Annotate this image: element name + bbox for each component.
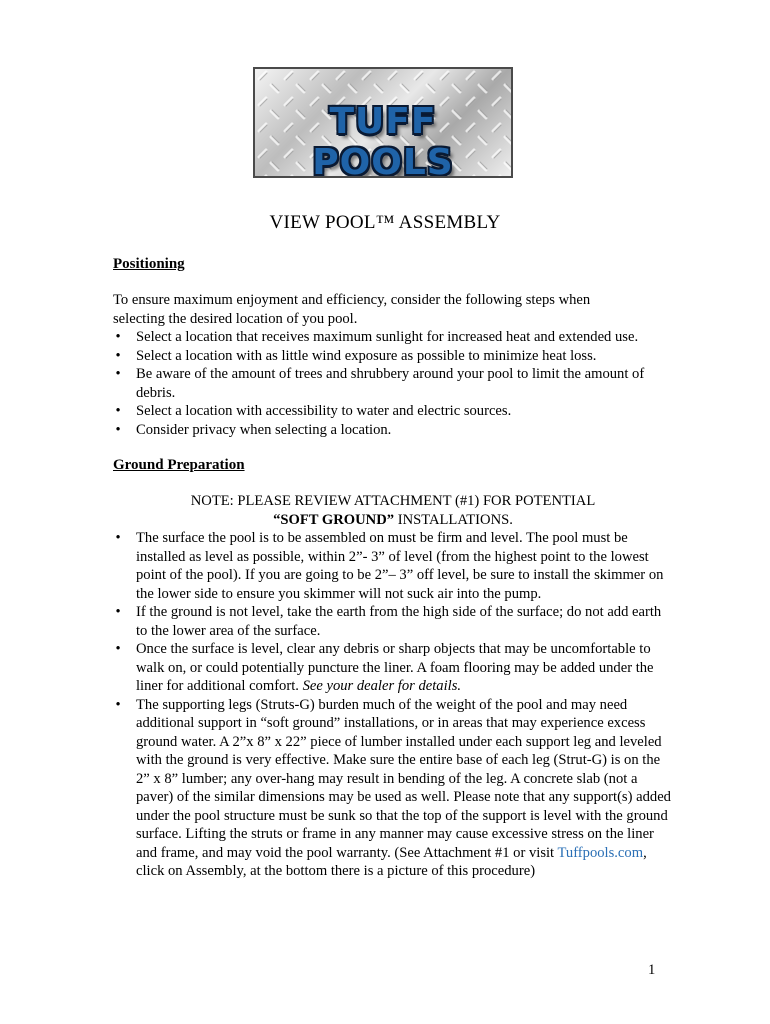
bullet-icon: • xyxy=(115,329,121,345)
bullet-icon: • xyxy=(115,641,121,657)
intro-line: To ensure maximum enjoyment and efficiency, consider the following steps when xyxy=(113,292,591,308)
bullet-icon: • xyxy=(115,421,121,438)
logo-text: TUFF POOLS xyxy=(312,101,454,178)
bullet-icon: • xyxy=(115,347,121,364)
list-item xyxy=(113,640,673,696)
list-item-text: Select a location with as little wind exposure as possible to minimize heat loss. xyxy=(136,347,597,364)
note-text: NOTE: PLEASE REVIEW ATTACHMENT (#1) FOR POTENTIAL xyxy=(190,493,596,509)
list-item-text: The surface the pool is to be assembled on must be firm and level. The pool must be installed as level as possible, within 2”- 3” of level (from the highest point to the lowest point of the pool). If you are going to be 2”– 3” off level, be sure to install the skimmer on the lower side to ensure you skimmer will not suck air into the pump. xyxy=(136,530,664,602)
list-item xyxy=(113,347,673,366)
note-bold-text: “SOFT GROUND” xyxy=(273,511,395,528)
list-item xyxy=(113,529,673,603)
list-item-text: Consider privacy when selecting a location. xyxy=(136,421,392,438)
dealer-note: See your dealer for details. xyxy=(302,678,462,694)
list-item-text: If the ground is not level, take the earth from the high side of the surface; do not add earth to the lower area of the surface. xyxy=(136,604,662,639)
list-item-text-end: , click on Assembly, at the bottom there is a picture of this procedure) xyxy=(136,844,647,879)
intro-line: selecting the desired location of you pool. xyxy=(113,310,358,327)
list-item xyxy=(113,402,673,421)
ground-preparation-heading: Ground Preparation xyxy=(113,457,245,473)
bullet-icon: • xyxy=(115,530,121,546)
page-number: 1 xyxy=(648,962,656,978)
positioning-list xyxy=(113,328,673,439)
positioning-intro xyxy=(113,291,673,328)
list-item-text: Once the surface is level, clear any debris or sharp objects that may be uncomfortable to walk on, or could potentially puncture the liner. A foam flooring may be added under the liner for additional comfort. xyxy=(136,641,654,694)
tuff-pools-logo xyxy=(253,67,513,178)
bullet-icon: • xyxy=(115,604,121,620)
list-item xyxy=(113,421,673,440)
bullet-icon: • xyxy=(115,403,121,419)
soft-ground-note xyxy=(113,492,673,529)
bullet-icon: • xyxy=(115,366,121,382)
bullet-icon: • xyxy=(115,696,121,713)
positioning-heading: Positioning xyxy=(113,256,185,272)
ground-list xyxy=(113,529,673,881)
list-item xyxy=(113,696,673,881)
tuffpools-link[interactable]: Tuffpools.com xyxy=(557,844,644,861)
list-item-text: The supporting legs (Struts-G) burden much of the weight of the pool and may need additional support in “soft ground” installations, or in areas that may experience excess ground water. A 2”x 8” x 22” piece of lumber installed under each support leg and leveled with the ground is very effective. Make sure the entire base of each leg (Strut-G) is on the 2” x 8” lumber; any over-hang may result in bending of the leg. A concrete slab (not a paver) of the similar dimensions may be used as well. Please note that any support(s) added under the pool structure must be sunk so that the top of the support is level with the ground surface. Lifting the struts or frame in any manner may cause excessive stress on the liner and frame, and may void the pool warranty. (See Attachment #1 or visit xyxy=(136,696,671,861)
list-item xyxy=(113,365,673,402)
list-item-text: Be aware of the amount of trees and shrubbery around your pool to limit the amount of debris. xyxy=(136,366,645,401)
page-title: VIEW POOL™ ASSEMBLY xyxy=(269,212,501,233)
list-item xyxy=(113,603,673,640)
list-item-text: Select a location that receives maximum sunlight for increased heat and extended use. xyxy=(136,329,639,345)
list-item-text: Select a location with accessibility to water and electric sources. xyxy=(136,403,512,419)
list-item xyxy=(113,328,673,347)
note-text-end: INSTALLATIONS. xyxy=(394,511,513,528)
